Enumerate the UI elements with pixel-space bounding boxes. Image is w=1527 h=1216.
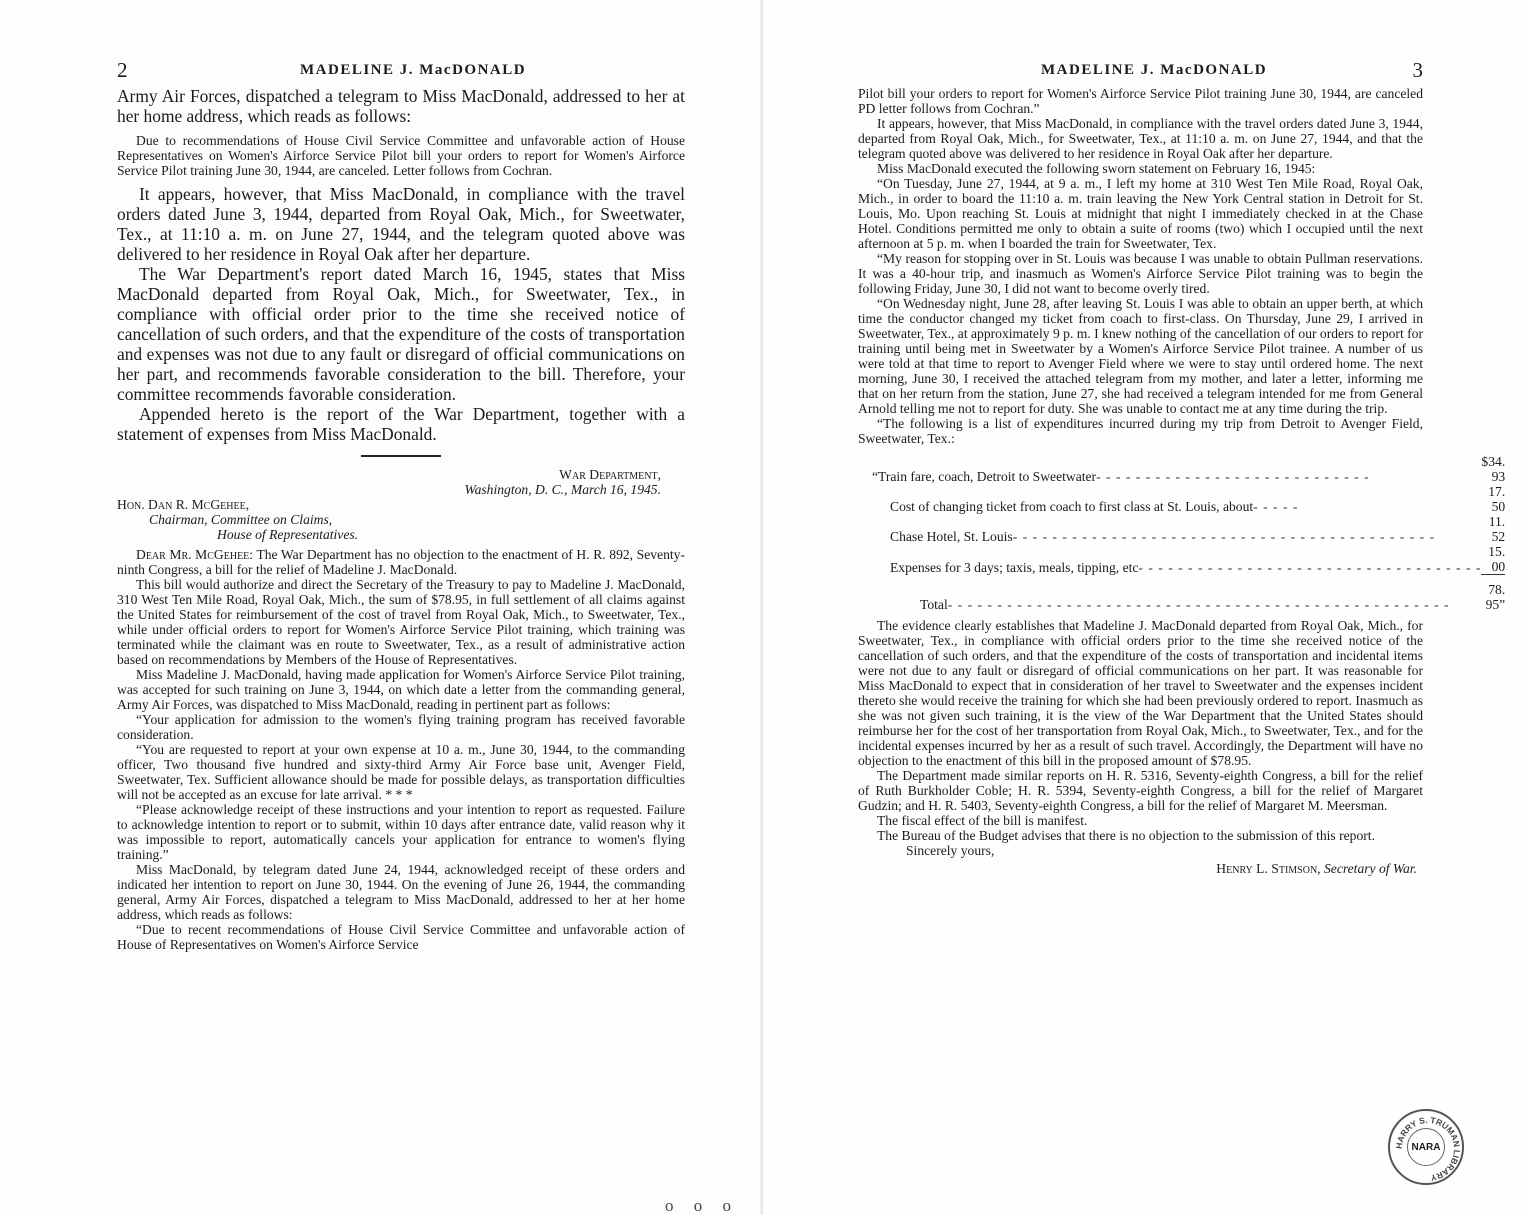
left-page bbox=[0, 0, 763, 1215]
paragraph-appears-right: It appears, however, that Miss MacDonald, in compliance with the travel orders dated June 3, 1944, departed from Royal Oak, Mich., for Sweetwater, Tex., at 11:10 a. m. on June 27, 1944, and that the telegram quoted above was delivered to her residence in Royal Oak after her departure. bbox=[858, 116, 1423, 161]
expense-label: Chase Hotel, St. Louis bbox=[890, 529, 1013, 544]
expense-row: Expenses for 3 days; taxis, meals, tipping, etc- - - - - - - - - - - - - - - - - - - - - - - - - - - - - - - - - - - 15. 00 bbox=[890, 544, 1506, 575]
letter-paragraph-1: The War Department has no objection to the enactment of H. R. 892, Seventy-ninth Congress, a bill for the relief of Madeline J. MacDonald. bbox=[117, 547, 686, 577]
quote-continuation: Pilot bill your orders to report for Women's Airforce Service Pilot training June 30, 1944, are canceled PD letter follows from Cochran.” bbox=[858, 86, 1423, 116]
expense-table bbox=[872, 454, 1505, 612]
signature-name: Henry L. Stimson, bbox=[1216, 861, 1321, 876]
letter-quote-2: “You are requested to report at your own expense at 10 a. m., June 30, 1944, to the commanding officer, Two thousand five hundred and sixty-third Army Air Force base unit, Avenger Field, Sweetwater, Tex. Sufficient allowance should be made for possible delays, as transportation difficulties will not be accepted as an excuse for late arrival. * * * bbox=[117, 742, 685, 802]
signature-title: Secretary of War. bbox=[1323, 861, 1417, 876]
paragraph-sworn-intro: Miss MacDonald executed the following sworn statement on February 16, 1945: bbox=[877, 161, 1316, 176]
telegram-quote: Due to recommendations of House Civil Service Committee and unfavorable action of House Representatives on Women's Airforce Service Pilot bill your orders to report for Women's Airforce Service Pilot training June 30, 1944, are canceled. Letter follows from Cochran. bbox=[117, 133, 685, 178]
intro-paragraph: Army Air Forces, dispatched a telegram to Miss MacDonald, addressed to her at her home address, which reads as follows: bbox=[117, 86, 685, 126]
expense-amount: 11. 52 bbox=[1488, 514, 1506, 544]
paragraph-fiscal: The fiscal effect of the bill is manifest. bbox=[877, 813, 1088, 828]
bottom-mark: o o o bbox=[665, 1196, 739, 1215]
right-column bbox=[858, 58, 1506, 876]
paragraph-similar: The Department made similar reports on H. R. 5316, Seventy-eighth Congress, a bill for the relief of Ruth Burkholder Coble; H. R. 5394, Seventy-eighth Congress, a bill for the relief of Margaret Gudzin; and H. R. 5403, Seventy-eighth Congress, a bill for the relief of Margaret M. Meersman. bbox=[858, 768, 1423, 813]
expense-row: “Train fare, coach, Detroit to Sweetwater- - - - - - - - - - - - - - - - - - - - - - - - - - - - $34. 93 bbox=[872, 454, 1506, 484]
paragraph-budget: The Bureau of the Budget advises that there is no objection to the submission of this report. bbox=[877, 828, 1375, 843]
expense-label: Expenses for 3 days; taxis, meals, tipping, etc bbox=[890, 559, 1139, 575]
expense-label: Cost of changing ticket from coach to first class at St. Louis, about bbox=[890, 499, 1254, 514]
total-amount: 78. 95” bbox=[1485, 582, 1506, 612]
letterhead bbox=[117, 467, 685, 497]
page-number-right: 3 bbox=[1412, 58, 1423, 82]
expense-amount: 17. 50 bbox=[1488, 484, 1506, 514]
stamp-nara-text: NARA bbox=[1411, 1141, 1441, 1153]
expense-total-row: Total- - - - - - - - - - - - - - - - - - - - - - - - - - - - - - - - - - - - - - - - - - - - - - - - - - - 78. 95” bbox=[872, 575, 1505, 613]
letter-quote-1: “Your application for admission to the women's flying training program has received favorable consideration. bbox=[117, 712, 685, 742]
right-body bbox=[858, 86, 1423, 446]
right-running-head bbox=[858, 58, 1423, 86]
paragraph-war-department: The War Department's report dated March 16, 1945, states that Miss MacDonald departed from Royal Oak, Mich., for Sweetwater, Tex., in compliance with official order prior to the time she received notice of cancellation of such orders, and that the expenditure of the costs of transportation and expenses was not due to any fault or disregard of official communications on her part, and recommends favorable consideration to the bill. Therefore, your committee recommends favorable consideration. bbox=[117, 264, 685, 404]
letter-body bbox=[117, 547, 685, 952]
right-body-cont bbox=[858, 618, 1423, 843]
addressee-title: Chairman, Committee on Claims, bbox=[149, 512, 333, 527]
addressee-house: House of Representatives. bbox=[217, 527, 359, 542]
statement-paragraph-3: “On Wednesday night, June 28, after leaving St. Louis I was able to obtain an upper berth, at which time the conductor changed my ticket from coach to first-class. On Thursday, June 29, I arrived in Sweetwater, Tex., at approximately 9 p. m. I knew nothing of the cancellation of our orders to report for training until being met in Sweetwater by a Women's Airforce Service Pilot trainee. A number of us were told at that time to report to Avenger Field where we were to stay until ordered home. The next morning, June 30, I received the attached telegram from my mother, and later a letter, informing me that on her return from the station, June 27, she had received a telegram intended for me from General Arnold telling me not to report for duty. She was unable to contact me at any time during the trip. bbox=[858, 296, 1423, 416]
report-body bbox=[117, 86, 685, 126]
right-page bbox=[763, 0, 1527, 1215]
letter-quote-3: “Please acknowledge receipt of these instructions and your intention to report as requested. Failure to acknowledge intention to report or to submit, within 10 days after entrance date, valid reason why it was impossible to report, automatically cancels your application for entrance to women's flying training.” bbox=[117, 802, 685, 862]
stamp-text: HARRY S. TRUMAN LIBRARY bbox=[1393, 1114, 1463, 1183]
paragraph-appended: Appended hereto is the report of the War Department, together with a statement of expenses from Miss MacDonald. bbox=[117, 404, 685, 444]
letter-paragraph-3: Miss Madeline J. MacDonald, having made application for Women's Airforce Service Pilot training, was accepted for such training on June 3, 1944, on which date a letter from the commanding general, Army Air Forces, was dispatched to Miss MacDonald, reading in pertinent part as follows: bbox=[117, 667, 685, 712]
statement-paragraph-2: “My reason for stopping over in St. Louis was because I was unable to obtain Pullman reservations. It was a 40-hour trip, and inasmuch as Women's Airforce Service Pilot training was to begin the following Friday, June 30, I did not want to become overly tired. bbox=[858, 251, 1423, 296]
letter-paragraph-4: Miss MacDonald, by telegram dated June 24, 1944, acknowledged receipt of these orders and indicated her intention to report on June 30, 1944. On the evening of June 26, 1944, the commanding general, Army Air Forces, dispatched a telegram to Miss MacDonald, addressed to her at her home address, which reads as follows: bbox=[117, 862, 685, 922]
running-title: MADELINE J. MacDONALD bbox=[300, 62, 527, 78]
left-running-head bbox=[117, 58, 685, 86]
expense-row: Cost of changing ticket from coach to first class at St. Louis, about- - - - - 17. 50 bbox=[890, 484, 1506, 514]
total-label: Total bbox=[920, 597, 948, 612]
running-title-right: MADELINE J. MacDONALD bbox=[1041, 62, 1268, 78]
addressee-block bbox=[117, 497, 685, 542]
svg-text:HARRY S. TRUMAN LIBRARY bbox=[1394, 1115, 1462, 1183]
addressee-name: Hon. Dan R. McGehee, bbox=[117, 497, 250, 512]
letterhead-department: War Department, bbox=[559, 467, 661, 482]
section-rule bbox=[361, 455, 441, 457]
paragraph-evidence: The evidence clearly establishes that Madeline J. MacDonald departed from Royal Oak, Mich., for Sweetwater, Tex., in compliance with official orders prior to the time she received notice of the cancellation of such orders, and that the expenditure of the costs of transportation and incidental items were not due to any fault or disregard of official communications on her part. It was reasonable for Miss MacDonald to expect that in consideration of her travel to Sweetwater and the expenses incident thereto she would receive the training for which she had been previously ordered to report. Inasmuch as she was not given such training, it is the view of the War Department that the United States should reimburse her for the cost of her transportation from Royal Oak, Mich., to Sweetwater, Tex., and for the incidental expenses incurred by her as a result of such travel. Accordingly, the Department will have no objection to the enactment of this bill in the proposed amount of $78.95. bbox=[858, 618, 1423, 768]
expense-amount: $34. 93 bbox=[1481, 454, 1506, 484]
page-number: 2 bbox=[117, 58, 128, 82]
signature-block bbox=[858, 861, 1423, 876]
expense-row: Chase Hotel, St. Louis- - - - - - - - - - - - - - - - - - - - - - - - - - - - - - - - - - - - - - - - - - - 11. 52 bbox=[890, 514, 1506, 544]
library-stamp bbox=[1388, 1109, 1464, 1185]
salutation: Dear Mr. McGehee: bbox=[136, 547, 254, 562]
statement-paragraph-1: “On Tuesday, June 27, 1944, at 9 a. m., I left my home at 310 West Ten Mile Road, Royal Oak, Mich., in order to board the 11:10 a. m. train leaving the New York Central station in Detroit for St. Louis, Mo. Upon reaching St. Louis at midnight that night I immediately checked in at the Chase Hotel. Conditions permitted me only to obtain a suite of rooms (two) which I occupied until the next afternoon at 5 p. m. when I boarded the train for Sweetwater, Tex. bbox=[858, 176, 1423, 251]
letter-paragraph-2: This bill would authorize and direct the Secretary of the Treasury to pay to Madeline J. MacDonald, 310 West Ten Mile Road, Royal Oak, Mich., the sum of $78.95, in full settlement of all claims against the United States for reimbursement of the cost of travel from Royal Oak, Mich., to Sweetwater, Tex., while under official orders to report for Women's Airforce Service Pilot training, which training was terminated while the claimant was en route to Sweetwater, Tex., as a result of administrative action based on recommendations by Members of the House of Representatives. bbox=[117, 577, 685, 667]
expense-amount: 15. 00 bbox=[1481, 544, 1505, 575]
letterhead-place-date: Washington, D. C., March 16, 1945. bbox=[464, 482, 661, 497]
expense-label: “Train fare, coach, Detroit to Sweetwater bbox=[872, 469, 1097, 484]
paragraph-appears: It appears, however, that Miss MacDonald, in compliance with the travel orders dated June 3, 1944, departed from Royal Oak, Mich., for Sweetwater, Tex., at 11:10 a. m. on June 27, 1944, and the telegram quoted above was delivered to her residence in Royal Oak after her departure. bbox=[117, 184, 685, 264]
statement-paragraph-4: “The following is a list of expenditures incurred during my trip from Detroit to Avenger Field, Sweetwater, Tex.: bbox=[858, 416, 1423, 446]
left-column bbox=[117, 58, 685, 952]
report-body-cont bbox=[117, 184, 685, 444]
stamp-ring-text bbox=[1390, 1111, 1466, 1187]
letter-quote-4: “Due to recent recommendations of House Civil Service Committee and unfavorable action of House of Representatives on Women's Airforce Service bbox=[117, 922, 685, 952]
closing: Sincerely yours, bbox=[906, 843, 995, 858]
